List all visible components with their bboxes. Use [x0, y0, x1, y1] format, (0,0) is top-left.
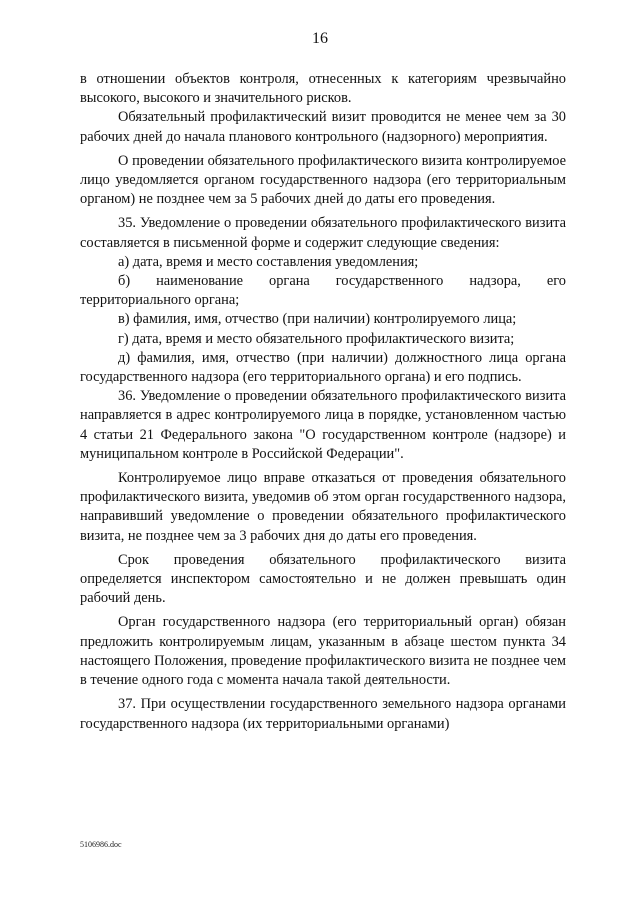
paragraph: Обязательный профилактический визит проводится не менее чем за 30 рабочих дней до начала планового контрольного (надзорного) мероприятия.: [80, 109, 566, 145]
paragraph-clause-35: 35. Уведомление о проведении обязательного профилактического визита составляется в письменной форме и содержит следующие сведения:: [80, 215, 566, 251]
list-item-b: б) наименование органа государственного надзора, его территориального органа;: [80, 273, 566, 309]
list-item-g: г) дата, время и место обязательного профилактического визита;: [118, 330, 515, 347]
paragraph-clause-36: 36. Уведомление о проведении обязательного профилактического визита направляется в адрес контролируемого лица в порядке, установленном частью 4 статьи 21 Федерального закона "О государственном контроле (надзоре) и муниципальном контроле в Российской Федерации".: [80, 388, 566, 462]
page-number: 16: [312, 30, 328, 47]
list-item-a: а) дата, время и место составления уведомления;: [118, 253, 419, 270]
paragraph-continuation: в отношении объектов контроля, отнесенных к категориям чрезвычайно высокого, высокого и значительного рисков.: [80, 71, 566, 107]
paragraph: Контролируемое лицо вправе отказаться от проведения обязательного профилактического визита, уведомив об этом орган государственного надзора, направивший уведомление о проведении обязательного профилактического визита, не позднее чем за 3 рабочих дня до даты его проведения.: [80, 470, 566, 544]
paragraph: О проведении обязательного профилактического визита контролируемое лицо уведомляется органом государственного надзора (его территориальным органом) не позднее чем за 5 рабочих дней до даты его проведения.: [80, 152, 566, 208]
paragraph: Срок проведения обязательного профилактического визита определяется инспектором самостоятельно и не должен превышать один рабочий день.: [80, 551, 566, 607]
footer-file-code: 5106986.doc: [80, 840, 122, 849]
document-body: [80, 70, 566, 734]
paragraph: Орган государственного надзора (его территориальный орган) обязан предложить контролируемым лицам, указанным в абзаце шестом пункта 34 настоящего Положения, проведение профилактического визита не позднее чем в течение одного года с момента начала такой деятельности.: [80, 614, 566, 689]
list-item-d: д) фамилия, имя, отчество (при наличии) должностного лица органа государственного надзора (его территориального органа) и его подпись.: [80, 349, 566, 386]
list-item-v: в) фамилия, имя, отчество (при наличии) контролируемого лица;: [118, 311, 517, 328]
paragraph-clause-37: 37. При осуществлении государственного земельного надзора органами государственного надзора (их территориальными органами): [80, 696, 566, 732]
